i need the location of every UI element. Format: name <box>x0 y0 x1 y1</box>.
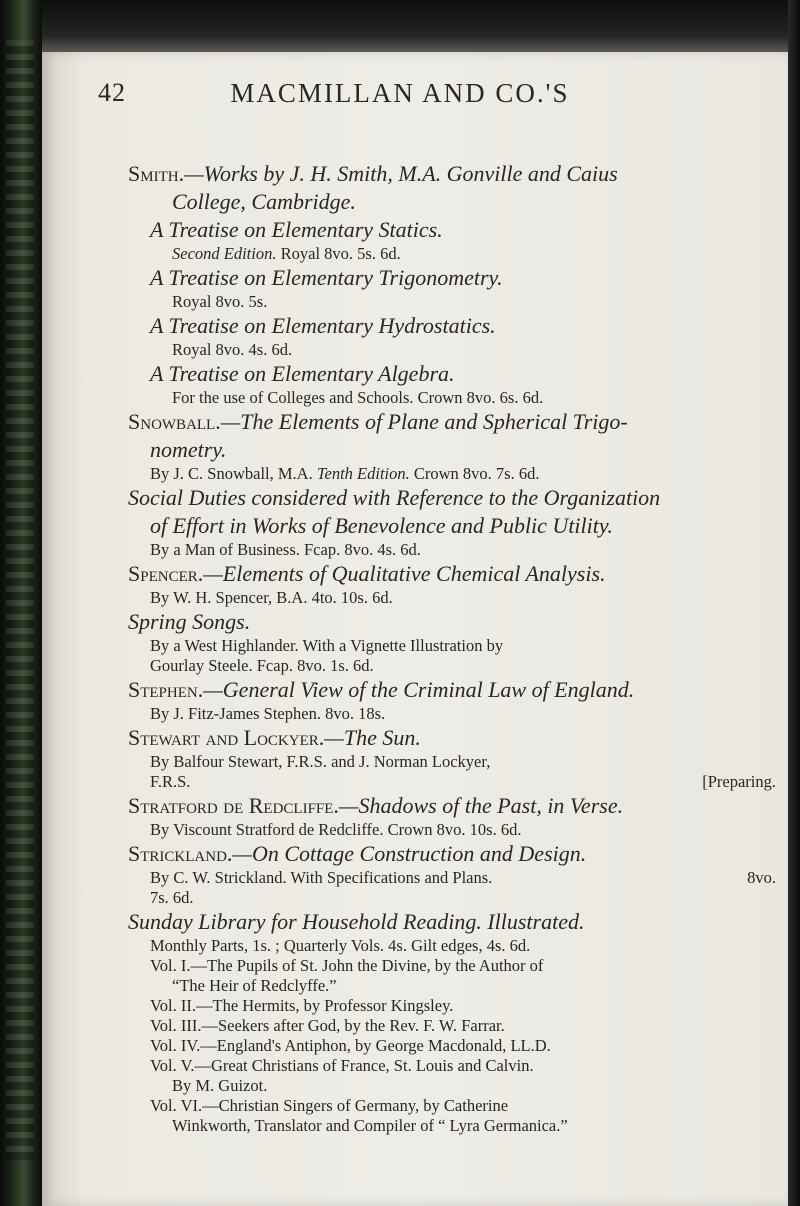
price: Royal 8vo. 4s. 6d. <box>172 340 293 359</box>
page-header <box>0 78 800 114</box>
status-note: [Preparing. <box>702 772 776 791</box>
author-name: Stephen. <box>128 677 204 702</box>
book-right-edge <box>788 0 800 1206</box>
work-title-line: Social Duties considered with Reference to the Organization <box>128 485 661 510</box>
work-title: A Treatise on Elementary Hydrostatics. <box>150 313 496 338</box>
volume-item-cont: “The Heir of Redclyffe.” <box>172 976 337 995</box>
work-details: For the use of Colleges and Schools. Crown 8vo. 6s. 6d. <box>172 388 544 407</box>
work-title-cont: of Effort in Works of Benevolence and Public Utility. <box>150 513 613 538</box>
entry-lead-cont: College, Cambridge. <box>172 189 356 214</box>
price: Fcap. 8vo. 4s. 6d. <box>304 540 421 559</box>
author-credit: By a Man of Business. <box>150 540 300 559</box>
entry-heading <box>128 560 776 588</box>
work-details: Gourlay Steele. Fcap. 8vo. 1s. 6d. <box>150 656 374 675</box>
work-details <box>128 464 776 484</box>
work-title: —Elements of Qualitative Chemical Analysis. <box>203 561 606 586</box>
work-title: A Treatise on Elementary Trigonometry. <box>150 265 503 290</box>
price: 4to. 10s. 6d. <box>311 588 393 607</box>
work-title: —General View of the Criminal Law of England. <box>203 677 635 702</box>
work-title: Sunday Library for Household Reading. Illustrated. <box>128 909 585 934</box>
price: Royal 8vo. 5s. 6d. <box>280 244 401 263</box>
entry-heading <box>128 724 776 752</box>
price: Crown 8vo. 10s. 6d. <box>387 820 522 839</box>
work-details <box>128 704 776 724</box>
entry-lead: —Works by J. H. Smith, M.A. Gonville and Caius <box>184 161 618 186</box>
work-title: —The Sun. <box>324 725 421 750</box>
entry-heading <box>128 408 776 464</box>
work-details <box>128 820 776 840</box>
volume-item: Vol. I.—The Pupils of St. John the Divine, by the Author of <box>150 956 544 975</box>
entry-heading <box>128 840 776 868</box>
author-name: Spencer. <box>128 561 204 586</box>
author-name: Snowball. <box>128 409 221 434</box>
page-number: 42 <box>98 78 126 107</box>
volume-item: Vol. IV.—England's Antiphon, by George Macdonald, LL.D. <box>150 1036 551 1055</box>
work-details <box>128 588 776 608</box>
work-title <box>128 484 776 540</box>
work-title: A Treatise on Elementary Algebra. <box>150 361 455 386</box>
format: 8vo. <box>747 868 776 887</box>
work-title: —Shadows of the Past, in Verse. <box>338 793 624 818</box>
book-spine <box>0 0 42 1206</box>
credential: F.R.S. <box>150 772 191 791</box>
running-head: MACMILLAN AND CO.'S <box>230 78 570 108</box>
work-details: By Balfour Stewart, F.R.S. and J. Norman Lockyer, <box>150 752 491 771</box>
author-credit: By Viscount Stratford de Redcliffe. <box>150 820 384 839</box>
author-name: Stewart and Lockyer. <box>128 725 325 750</box>
work-details: By a West Highlander. With a Vignette Illustration by <box>150 636 504 655</box>
catalogue-list <box>128 160 776 1136</box>
volume-item-cont: Winkworth, Translator and Compiler of “ Lyra Germanica.” <box>172 1116 568 1135</box>
book-top-edge <box>0 0 800 56</box>
spine-binding <box>6 40 34 1160</box>
price: Crown 8vo. 7s. 6d. <box>413 464 540 483</box>
work-details <box>128 772 776 792</box>
volume-item: Vol. II.—The Hermits, by Professor Kingsley. <box>150 996 454 1015</box>
entry-strickland <box>128 840 776 908</box>
edition-note: Second Edition. <box>172 244 277 263</box>
author-credit: By J. C. Snowball, M.A. <box>150 464 313 483</box>
price: 7s. 6d. <box>150 888 194 907</box>
entry-spencer <box>128 560 776 608</box>
price: Royal 8vo. 5s. <box>172 292 268 311</box>
work-details <box>128 540 776 560</box>
entry-stratford <box>128 792 776 840</box>
entry-sunday-library <box>128 908 776 1136</box>
entry-snowball <box>128 408 776 484</box>
author-credit: By W. H. Spencer, B.A. <box>150 588 308 607</box>
entry-heading <box>128 676 776 704</box>
edition-note: Tenth Edition. <box>316 464 410 483</box>
author-name: Smith. <box>128 161 185 186</box>
volume-item: Vol. V.—Great Christians of France, St. Louis and Calvin. <box>150 1056 534 1075</box>
work-details <box>128 868 776 888</box>
volume-item-cont: By M. Guizot. <box>172 1076 268 1095</box>
volume-item: Vol. III.—Seekers after God, by the Rev. F. W. Farrar. <box>150 1016 505 1035</box>
entry-heading <box>128 160 776 216</box>
work-title: A Treatise on Elementary Statics. <box>150 217 443 242</box>
entry-social-duties <box>128 484 776 560</box>
entry-smith <box>128 160 776 408</box>
entry-heading <box>128 792 776 820</box>
price: 8vo. 18s. <box>325 704 386 723</box>
entry-stewart-lockyer <box>128 724 776 792</box>
work-title: —On Cottage Construction and Design. <box>232 841 587 866</box>
author-name: Stratford de Redcliffe. <box>128 793 339 818</box>
work-details <box>128 244 776 264</box>
entry-stephen <box>128 676 776 724</box>
author-credit: By C. W. Strickland. With Specifications and Plans. <box>150 868 493 887</box>
work-title: —The Elements of Plane and Spherical Trigo- <box>220 409 628 434</box>
work-title: Spring Songs. <box>128 609 251 634</box>
work-title-cont: nometry. <box>150 437 227 462</box>
entry-spring-songs <box>128 608 776 676</box>
author-name: Strickland. <box>128 841 233 866</box>
series-pricing: Monthly Parts, 1s. ; Quarterly Vols. 4s. Gilt edges, 4s. 6d. <box>150 936 531 955</box>
volume-item: Vol. VI.—Christian Singers of Germany, by Catherine <box>150 1096 509 1115</box>
author-credit: By J. Fitz-James Stephen. <box>150 704 321 723</box>
